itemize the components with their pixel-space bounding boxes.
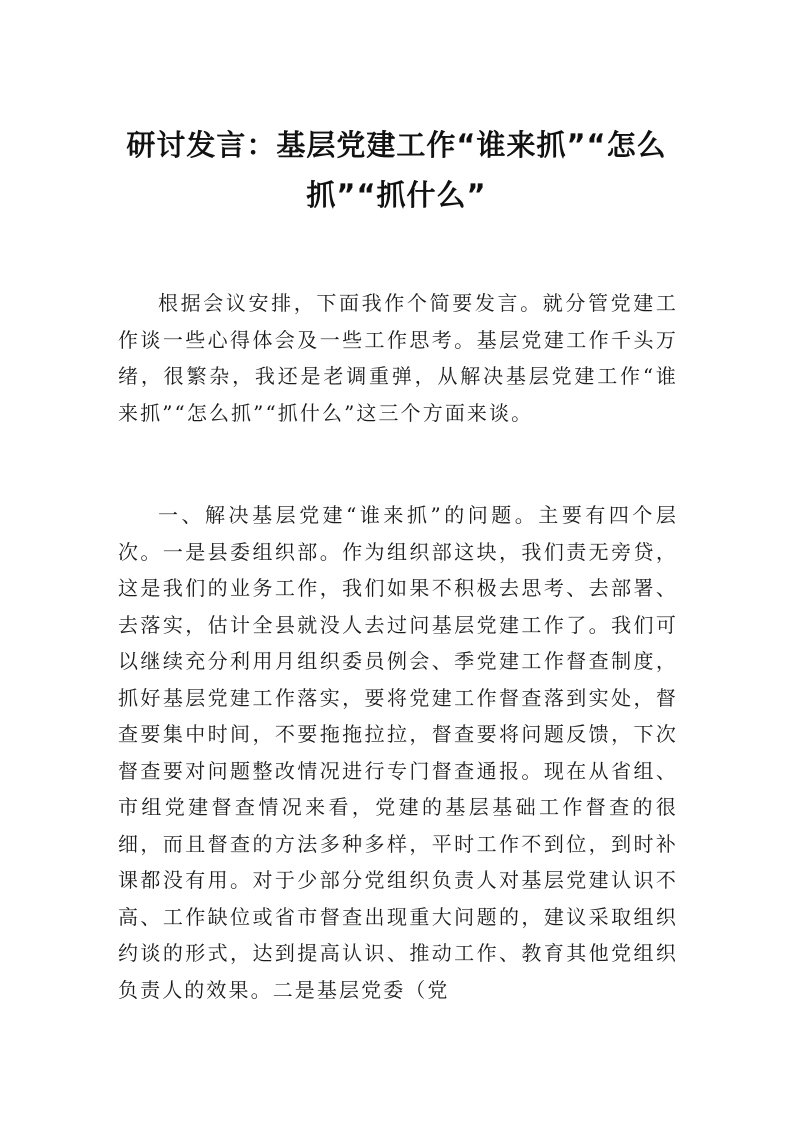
paragraph-section-one: 一、解决基层党建“谁来抓”的问题。主要有四个层次。一是县委组织部。作为组织部这块，我们责无旁贷，这是我们的业务工作，我们如果不积极去思考、去部署、去落实，估计全县就没人去过问基层党建工作了。我们可以继续充分利用月组织委员例会、季党建工作督查制度，抓好基层党建工作落实，要将党建工作督查落到实处，督查要集中时间，不要拖拖拉拉，督查要将问题反馈，下次督查要对问题整改情况进行专门督查通报。现在从省组、市组党建督查情况来看，党建的基层基础工作督查的很细，而且督查的方法多种多样，平时工作不到位，到时补课都没有用。对于少部分党组织负责人对基层党建认识不高、工作缺位或省市督查出现重大问题的，建议采取组织约谈的形式，达到提高认识、推动工作、教育其他党组织负责人的效果。二是基层党委（党: [118, 503, 678, 1002]
paragraph-intro: 根据会议安排，下面我作个简要发言。就分管党建工作谈一些心得体会及一些工作思考。基层党建工作千头万绪，很繁杂，我还是老调重弹，从解决基层党建工作“谁来抓”“怎么抓”“抓什么”这三个方面来谈。: [118, 291, 678, 425]
document-title: 研讨发言：基层党建工作“谁来抓”“怎么抓”“抓什么”: [126, 128, 667, 212]
